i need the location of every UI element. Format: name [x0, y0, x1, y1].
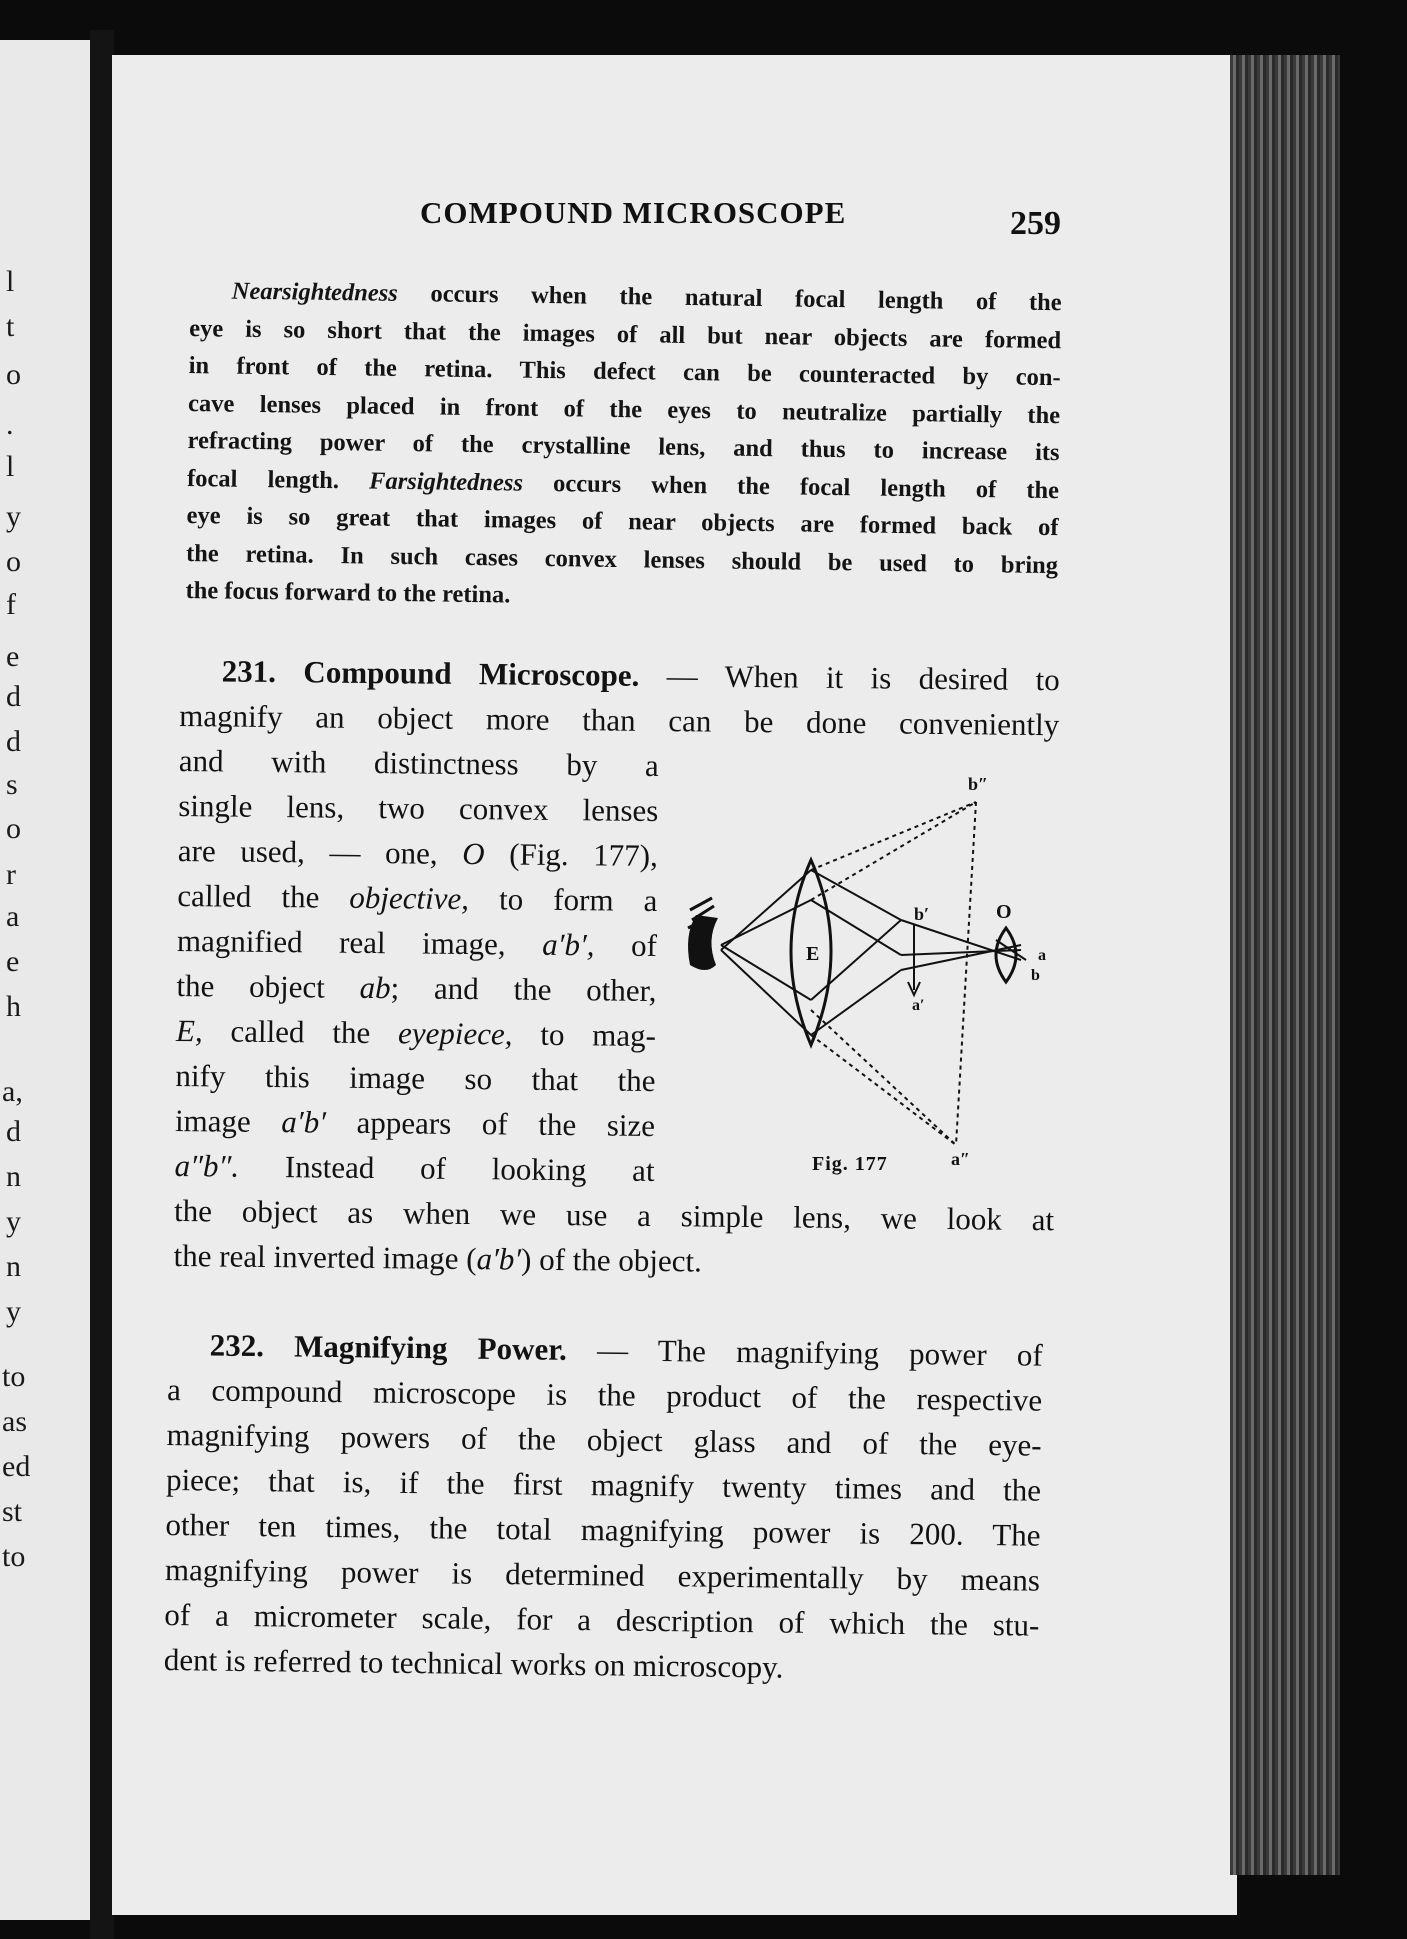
text-line: and with distinctness by a [178, 742, 659, 784]
left-page-text-fragment: ed [2, 1450, 31, 1483]
page-edges [1230, 55, 1340, 1875]
text-line: E, called the eyepiece, to mag- [175, 1012, 657, 1054]
text-line: magnifying power is determined experimentally by means [164, 1551, 1041, 1598]
page-number: 259 [1010, 205, 1061, 242]
text-line: the real inverted image (a′b′) of the object. [173, 1237, 703, 1279]
term-objective: objective, [349, 879, 470, 917]
figure-caption: Fig. 177 [812, 1153, 888, 1175]
left-page-text-fragment: a [6, 900, 20, 933]
left-page-text-fragment: to [2, 1540, 26, 1573]
left-page-edge [0, 40, 90, 1920]
left-page-text-fragment: r [6, 858, 16, 891]
text-line: a″b″. Instead of looking at [174, 1147, 655, 1188]
text-line: eye is so short that the images of all but near objects are formed [189, 314, 1062, 354]
text-line: in front of the retina. This defect can be counteracted by con- [188, 351, 1061, 392]
text-line: cave lenses placed in front of the eyes to neutralize partially the [187, 389, 1061, 429]
text-line: a compound microscope is the product of the respective [166, 1371, 1043, 1418]
text-line: 232. Magnifying Power. — The magnifying power of [209, 1327, 1043, 1373]
text-line: image a′b′ appears of the size [174, 1102, 656, 1143]
term-nearsightedness: Nearsightedness [231, 277, 398, 307]
left-page-text-fragment: t [6, 310, 15, 343]
text-line: other ten times, the total magnifying power is 200. The [165, 1506, 1041, 1553]
left-page-text-fragment: y [6, 1205, 21, 1238]
label-b: b [1031, 967, 1040, 984]
text-line: magnify an object more than can be done conveniently [179, 697, 1060, 743]
term-farsightedness: Farsightedness [368, 467, 524, 497]
section-heading: Compound Microscope. [303, 654, 640, 693]
left-page-text-fragment: n [6, 1160, 21, 1193]
left-page-text-fragment: n [6, 1250, 21, 1283]
section-number: 231. [221, 653, 277, 690]
left-page-text-fragment: d [6, 680, 21, 713]
text-line: magnifying powers of the object glass and of the eye- [166, 1416, 1042, 1463]
text-line: refracting power of the crystalline lens, and thus to increase its [187, 426, 1060, 467]
text-line: are used, — one, O (Fig. 177), [177, 832, 659, 874]
section-number: 232. [209, 1327, 265, 1364]
left-page-text-fragment: as [2, 1405, 27, 1438]
virtual-rays [811, 802, 976, 1145]
left-page-text-fragment: o [6, 358, 21, 391]
text-line: 231. Compound Microscope. — When it is desired to [221, 653, 1060, 698]
running-header: COMPOUND MICROSCOPE [420, 195, 847, 230]
label-a: a [1038, 947, 1046, 964]
text-line: dent is referred to technical works on microscopy. [163, 1641, 784, 1685]
text-line: the focus forward to the retina. [185, 576, 511, 609]
text-line: eye is so great that images of near objects are formed back of [186, 501, 1059, 542]
label-b-double-prime: b″ [968, 774, 988, 794]
left-page-text-fragment: o [6, 812, 21, 845]
left-page-text-fragment: s [6, 768, 18, 801]
microscope-ray-diagram [676, 760, 1076, 1180]
left-page-text-fragment: y [6, 1295, 21, 1328]
text-line: of a micrometer scale, for a description of which the stu- [164, 1596, 1040, 1643]
text-line: nify this image so that the [175, 1057, 656, 1099]
left-page-text-fragment: st [2, 1495, 23, 1528]
left-page-text-fragment: h [6, 990, 21, 1023]
text-line: focal length. Farsightedness occurs when the focal length of the [186, 464, 1060, 504]
paragraph-eye-defects [185, 272, 1062, 622]
section-232-magnifying-power [164, 1322, 1043, 1693]
left-page-text-fragment: a, [2, 1075, 23, 1108]
rays [721, 870, 1026, 1035]
section-heading: Magnifying Power. [293, 1328, 568, 1367]
label-b-prime: b′ [914, 904, 930, 924]
term-eyepiece: eyepiece, [397, 1015, 513, 1052]
text-line: Nearsightedness occurs when the natural focal length of the [231, 277, 1062, 317]
left-page-text-fragment: f [6, 588, 16, 621]
label-E: E [806, 943, 820, 965]
figure-177-microscope-diagram [676, 760, 1076, 1180]
text-line: the object as when we use a simple lens, we look at [173, 1192, 1055, 1238]
label-a-double-prime: a″ [951, 1149, 970, 1169]
left-page-text-fragment: . [6, 408, 14, 441]
text-line: single lens, two convex lenses [178, 787, 659, 829]
text-line: magnified real image, a′b′, of [176, 922, 658, 964]
text-line: piece; that is, if the first magnify twenty times and the [165, 1461, 1042, 1508]
left-page-text-fragment: y [6, 500, 21, 533]
left-page-text-fragment: o [6, 545, 21, 578]
left-page-text-fragment: l [6, 265, 15, 298]
left-page-text-fragment: to [2, 1360, 26, 1393]
left-page-text-fragment: e [6, 640, 20, 673]
left-page-text-fragment: d [6, 725, 21, 758]
text-line: the object ab; and the other, [176, 967, 657, 1009]
book-gutter [90, 30, 114, 1939]
left-page-text-fragment: e [6, 945, 20, 978]
label-O: O [996, 901, 1012, 923]
text-line: called the objective, to form a [177, 877, 658, 919]
text-line: the retina. In such cases convex lenses should be used to bring [185, 539, 1059, 579]
eye-icon [688, 898, 718, 970]
left-page-text-fragment: d [6, 1115, 21, 1148]
left-page-text-fragment: l [6, 450, 15, 483]
intermediate-image-arrow [908, 925, 920, 995]
label-a-prime: a′ [912, 997, 925, 1014]
